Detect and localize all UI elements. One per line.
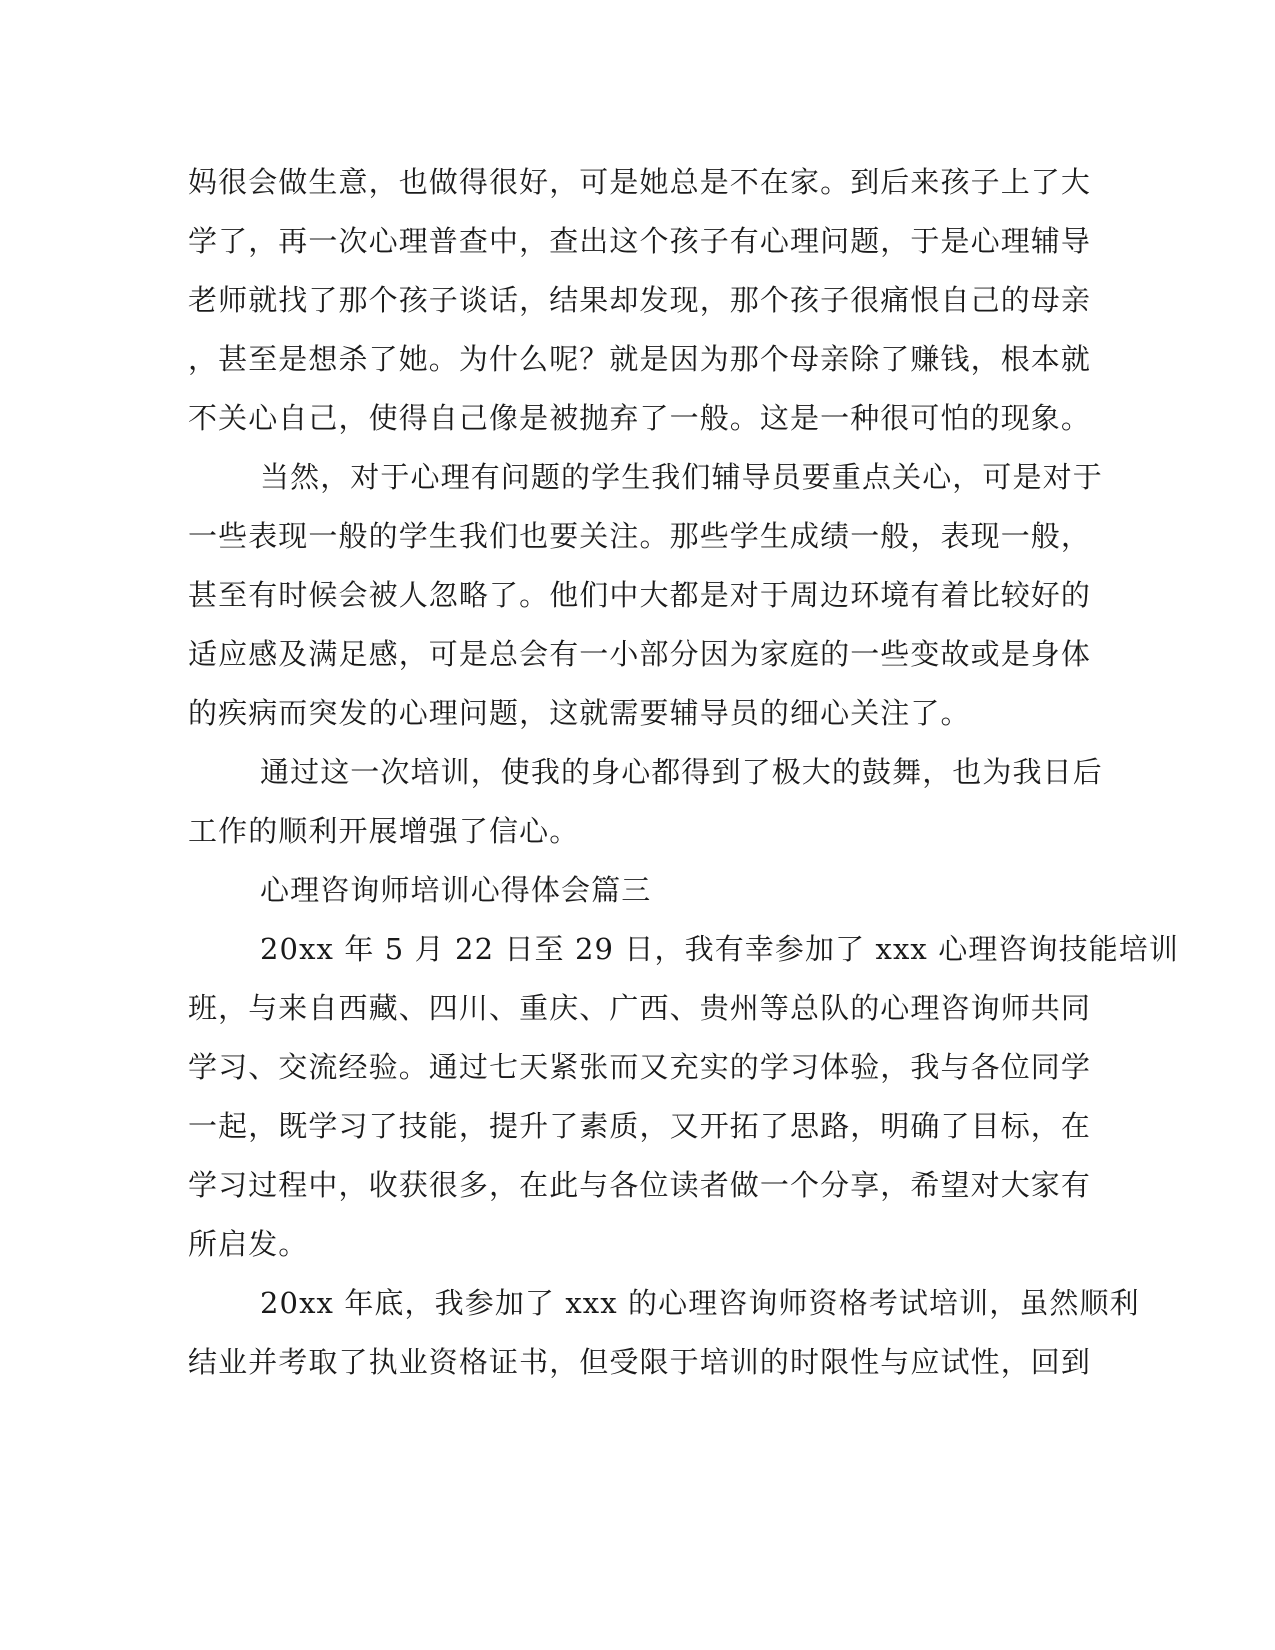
paragraph-first-line: 20xx 年 5 月 22 日至 29 日，我有幸参加了 xxx 心理咨询技能培训 — [260, 932, 1179, 966]
paragraph-first-line: 20xx 年底，我参加了 xxx 的心理咨询师资格考试培训，虽然顺利 — [260, 1286, 1140, 1320]
text-line: 所启发。 — [188, 1227, 309, 1261]
text-line: ，甚至是想杀了她。为什么呢？就是因为那个母亲除了赚钱，根本就 — [188, 342, 1092, 376]
text-line: 结业并考取了执业资格证书，但受限于培训的时限性与应试性，回到 — [188, 1345, 1092, 1379]
text-line: 学了，再一次心理普查中，查出这个孩子有心理问题，于是心理辅导 — [188, 224, 1092, 258]
text-line: 妈很会做生意，也做得很好，可是她总是不在家。到后来孩子上了大 — [188, 165, 1092, 199]
text-line: 老师就找了那个孩子谈话，结果却发现，那个孩子很痛恨自己的母亲 — [188, 283, 1092, 317]
text-line: 适应感及满足感，可是总会有一小部分因为家庭的一些变故或是身体 — [188, 637, 1092, 671]
text-line: 一些表现一般的学生我们也要关注。那些学生成绩一般，表现一般， — [188, 519, 1092, 553]
text-line: 不关心自己，使得自己像是被抛弃了一般。这是一种很可怕的现象。 — [188, 401, 1092, 435]
text-line: 工作的顺利开展增强了信心。 — [188, 814, 580, 848]
paragraph-first-line: 通过这一次培训，使我的身心都得到了极大的鼓舞，也为我日后 — [260, 755, 1103, 789]
text-line: 学习过程中，收获很多，在此与各位读者做一个分享，希望对大家有 — [188, 1168, 1092, 1202]
text-line: 班，与来自西藏、四川、重庆、广西、贵州等总队的心理咨询师共同 — [188, 991, 1092, 1025]
text-line: 学习、交流经验。通过七天紧张而又充实的学习体验，我与各位同学 — [188, 1050, 1092, 1084]
text-line: 的疾病而突发的心理问题，这就需要辅导员的细心关注了。 — [188, 696, 971, 730]
paragraph-first-line: 当然，对于心理有问题的学生我们辅导员要重点关心，可是对于 — [260, 460, 1103, 494]
text-line: 一起，既学习了技能，提升了素质，又开拓了思路，明确了目标，在 — [188, 1109, 1092, 1143]
section-heading: 心理咨询师培训心得体会篇三 — [260, 873, 652, 907]
text-line: 甚至有时候会被人忽略了。他们中大都是对于周边环境有着比较好的 — [188, 578, 1092, 612]
